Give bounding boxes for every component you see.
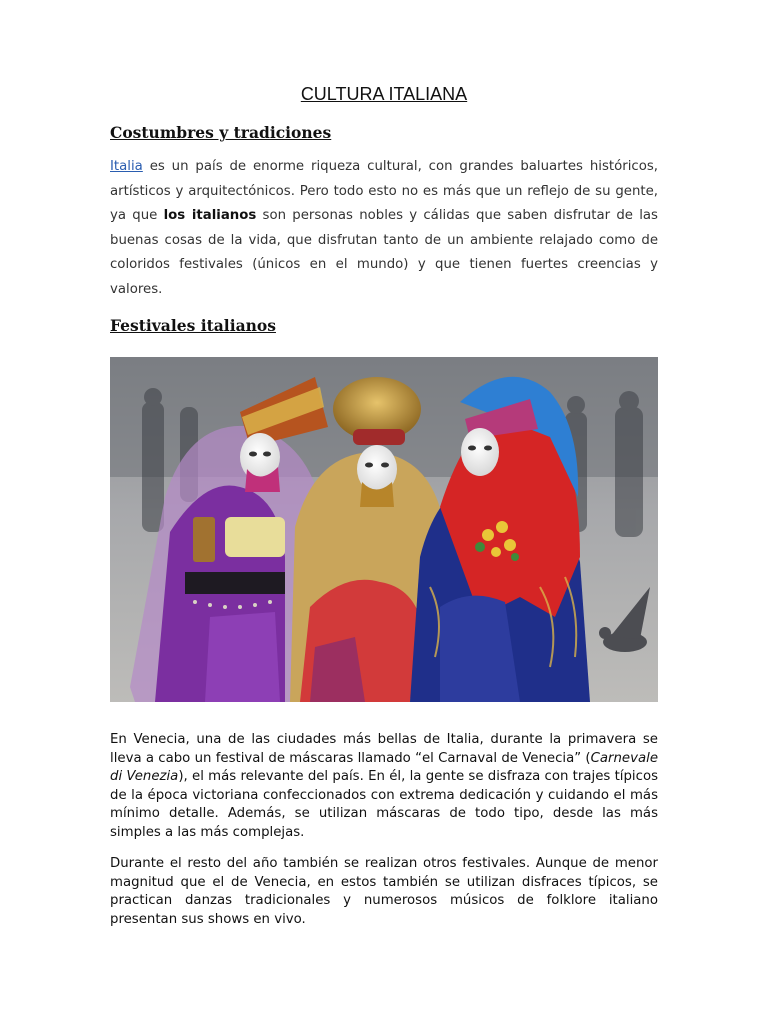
- festivales-paragraph: Durante el resto del año también se realizan otros festivales. Aunque de menor magnitud que el de Venecia, en estos también se utilizan disfraces típicos, se practican danzas tradicionales y numerosos músicos de folklore italiano presentan sus shows en vivo.: [110, 856, 658, 927]
- venecia-paragraph: [110, 731, 658, 842]
- page-title: CULTURA ITALIANA: [300, 84, 468, 104]
- venecia-italic: Carnevale di Venezia: [110, 750, 658, 784]
- section-heading-festivales: Festivales italianos: [110, 316, 276, 335]
- carnival-photo: [110, 357, 658, 702]
- venecia-text-b: ), el más relevante del país. En él, la gente se disfraza con trajes típicos de la época victoriana confeccionados con extrema dedicación y cuidando el más mínimo detalle. Además, se utilizan máscaras de todo tipo, desde las más simples a las más complejas.: [110, 769, 659, 840]
- intro-bold-text: los italianos: [163, 208, 257, 223]
- intro-text-b: son personas nobles y cálidas que saben disfrutar de las buenas cosas de la vida, que disfrutan tanto de un ambiente relajado como de coloridos festivales (únicos en el mundo) y que tienen fuertes creencias y valores.: [110, 208, 658, 297]
- intro-paragraph: [110, 155, 658, 302]
- venecia-text-a: En Venecia, una de las ciudades más bellas de Italia, durante la primavera se lleva a cabo un festival de máscaras llamado “el Carnaval de Venecia” (: [110, 732, 658, 766]
- italia-link[interactable]: Italia: [110, 159, 143, 174]
- intro-text-a: es un país de enorme riqueza cultural, con grandes baluartes históricos, artísticos y arquitectónicos. Pero todo esto no es más que un reflejo de su gente, ya que: [110, 159, 658, 223]
- section-heading-costumbres: Costumbres y tradiciones: [110, 123, 332, 142]
